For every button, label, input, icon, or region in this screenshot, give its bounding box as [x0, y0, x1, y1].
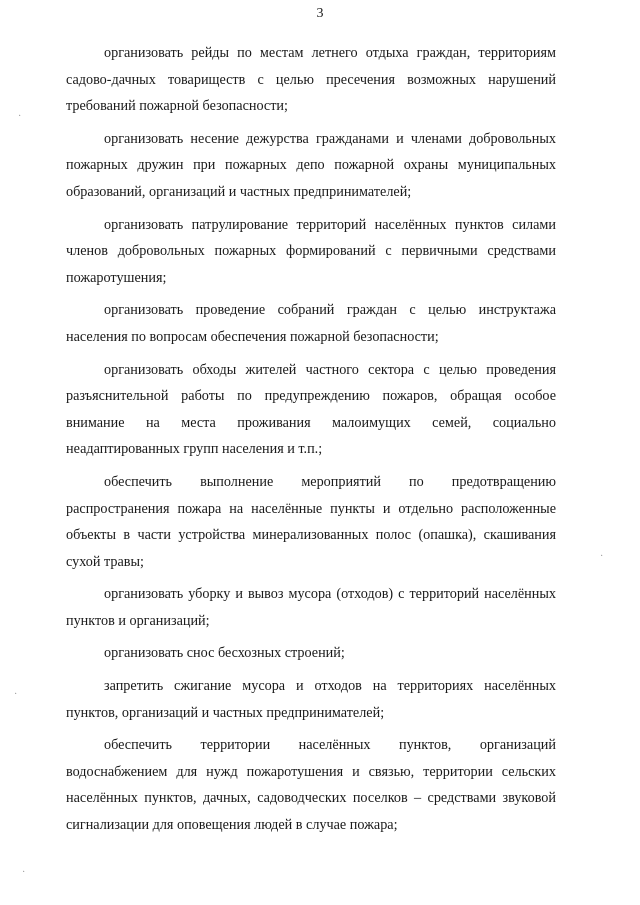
paragraph-patrol: организовать патрулирование территорий населённых пунктов силами членов добровольных пожарных формирований с первичными средствами пожаротушения;: [66, 216, 556, 286]
page-number: 3: [316, 6, 324, 21]
paragraph-demolition: организовать снос бесхозных строений;: [104, 645, 345, 662]
paragraph-burning-ban: запретить сжигание мусора и отходов на территориях населённых пунктов, организаций и частных предпринимателей;: [66, 678, 556, 721]
document-body: [66, 40, 556, 845]
paragraph-fire-spread-prevention: обеспечить выполнение мероприятий по предотвращению распространения пожара на населённые пункты и отдельно расположенные объекты в части устройства минерализованных полос (опашка), скашивания сухой травы;: [66, 473, 556, 570]
scan-speck: ·: [22, 867, 26, 878]
paragraph-door-to-door: организовать обходы жителей частного сектора с целью проведения разъяснительной работы по предупреждению пожаров, обращая особое внимание на места проживания малоимущих семей, социально неадаптированных групп населения и т.п.;: [66, 361, 556, 458]
paragraph-raids: организовать рейды по местам летнего отдыха граждан, территориям садово-дачных товариществ с целью пресечения возможных нарушений требований пожарной безопасности;: [66, 45, 556, 115]
scan-speck: ·: [18, 111, 22, 122]
scan-speck: ·: [600, 551, 604, 562]
paragraph-meetings: организовать проведение собраний граждан с целью инструктажа населения по вопросам обеспечения пожарной безопасности;: [66, 302, 556, 345]
paragraph-water-supply: обеспечить территории населённых пунктов, организаций водоснабжением для нужд пожаротушения и связью, территории сельских населённых пунктов, дачных, садоводческих поселков – средствами звуковой сигнализации для оповещения людей в случае пожара;: [66, 737, 556, 834]
paragraph-waste-removal: организовать уборку и вывоз мусора (отходов) с территорий населённых пунктов и организаций;: [66, 586, 556, 629]
paragraph-duty: организовать несение дежурства гражданами и членами добровольных пожарных дружин при пожарных депо пожарной охраны муниципальных образований, организаций и частных предпринимателей;: [66, 130, 556, 200]
scan-speck: ·: [14, 689, 18, 700]
